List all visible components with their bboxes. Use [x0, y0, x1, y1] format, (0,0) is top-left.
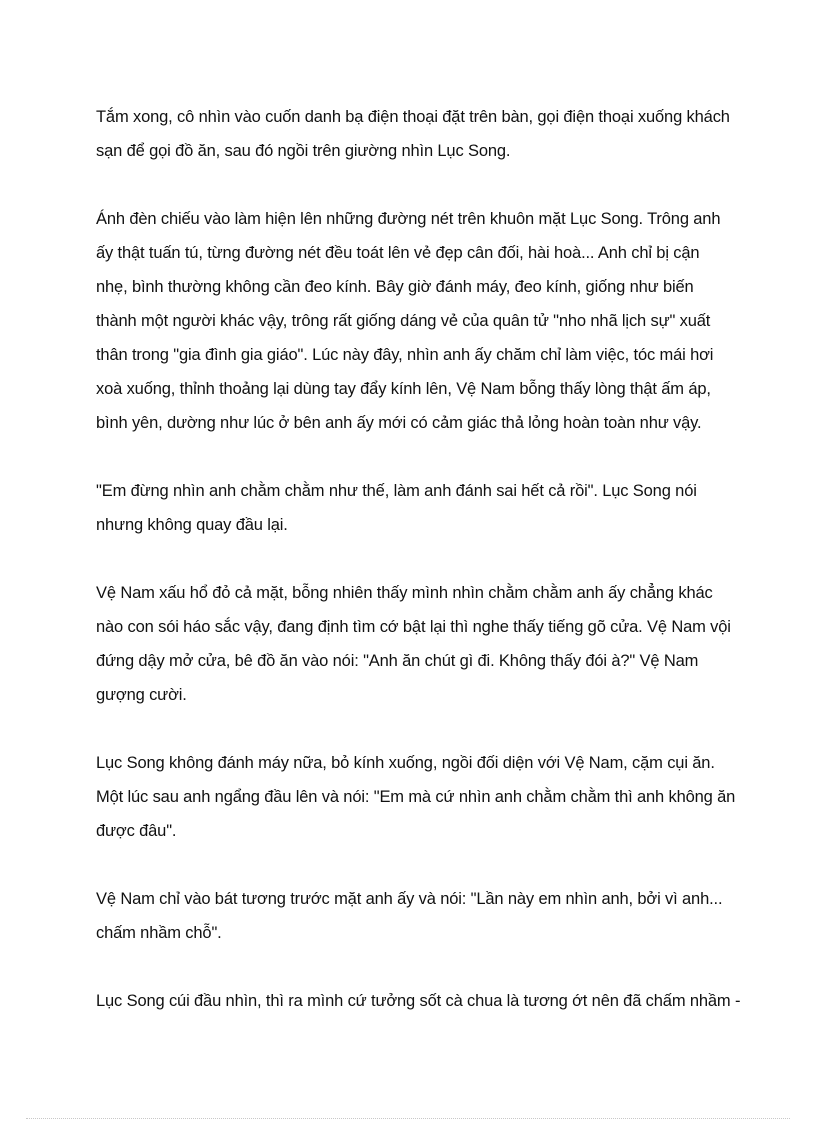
paragraph-7: [96, 984, 741, 1018]
text-line: nhưng không quay đầu lại.: [96, 516, 288, 534]
paragraph-6: [96, 882, 726, 950]
text-line: xoà xuống, thỉnh thoảng lại dùng tay đẩy kính lên, Vệ Nam bỗng thấy lòng thật ấm áp,: [96, 380, 711, 398]
text-line: Một lúc sau anh ngẩng đầu lên và nói: "Em mà cứ nhìn anh chằm chằm thì anh không ăn: [96, 788, 736, 806]
text-line: sạn để gọi đồ ăn, sau đó ngồi trên giường nhìn Lục Song.: [96, 142, 511, 160]
paragraph-5: [96, 746, 736, 848]
text-line: bình yên, dường như lúc ở bên anh ấy mới có cảm giác thả lỏng hoàn toàn như vậy.: [96, 414, 702, 432]
text-line: "Em đừng nhìn anh chằm chằm như thế, làm anh đánh sai hết cả rồi". Lục Song nói: [96, 482, 697, 500]
page-bottom-divider: [26, 1118, 790, 1119]
text-line: chấm nhầm chỗ".: [96, 924, 222, 942]
text-line: được đâu".: [96, 822, 177, 840]
paragraph-1: [96, 100, 730, 168]
text-line: gượng cười.: [96, 686, 187, 704]
text-line: Lục Song không đánh máy nữa, bỏ kính xuống, ngồi đối diện với Vệ Nam, cặm cụi ăn.: [96, 754, 715, 772]
text-line: ấy thật tuấn tú, từng đường nét đều toát lên vẻ đẹp cân đối, hài hoà... Anh chỉ bị cận: [96, 244, 700, 262]
document-body: [96, 100, 741, 1052]
paragraph-3: [96, 474, 726, 542]
text-line: thành một người khác vậy, trông rất giống dáng vẻ của quân tử "nho nhã lịch sự" xuất: [96, 312, 711, 330]
text-line: đứng dậy mở cửa, bê đồ ăn vào nói: "Anh ăn chút gì đi. Không thấy đói à?" Vệ Nam: [96, 652, 699, 670]
text-line: nào con sói háo sắc vậy, đang định tìm cớ bật lại thì nghe thấy tiếng gõ cửa. Vệ Nam vội: [96, 618, 731, 636]
text-line: thân trong "gia đình gia giáo". Lúc này đây, nhìn anh ấy chăm chỉ làm việc, tóc mái hơi: [96, 346, 714, 364]
paragraph-4: [96, 576, 731, 712]
text-line: Lục Song cúi đầu nhìn, thì ra mình cứ tưởng sốt cà chua là tương ớt nên đã chấm nhầm -: [96, 992, 741, 1010]
text-line: nhẹ, bình thường không cần đeo kính. Bây giờ đánh máy, đeo kính, giống như biến: [96, 278, 694, 296]
paragraph-2: [96, 202, 726, 440]
text-line: Vệ Nam xấu hổ đỏ cả mặt, bỗng nhiên thấy mình nhìn chằm chằm anh ấy chẳng khác: [96, 584, 713, 602]
text-line: Vệ Nam chỉ vào bát tương trước mặt anh ấy và nói: "Lần này em nhìn anh, bởi vì anh...: [96, 890, 723, 908]
text-line: Ánh đèn chiếu vào làm hiện lên những đường nét trên khuôn mặt Lục Song. Trông anh: [96, 210, 721, 228]
text-line: Tắm xong, cô nhìn vào cuốn danh bạ điện thoại đặt trên bàn, gọi điện thoại xuống khách: [96, 108, 730, 126]
